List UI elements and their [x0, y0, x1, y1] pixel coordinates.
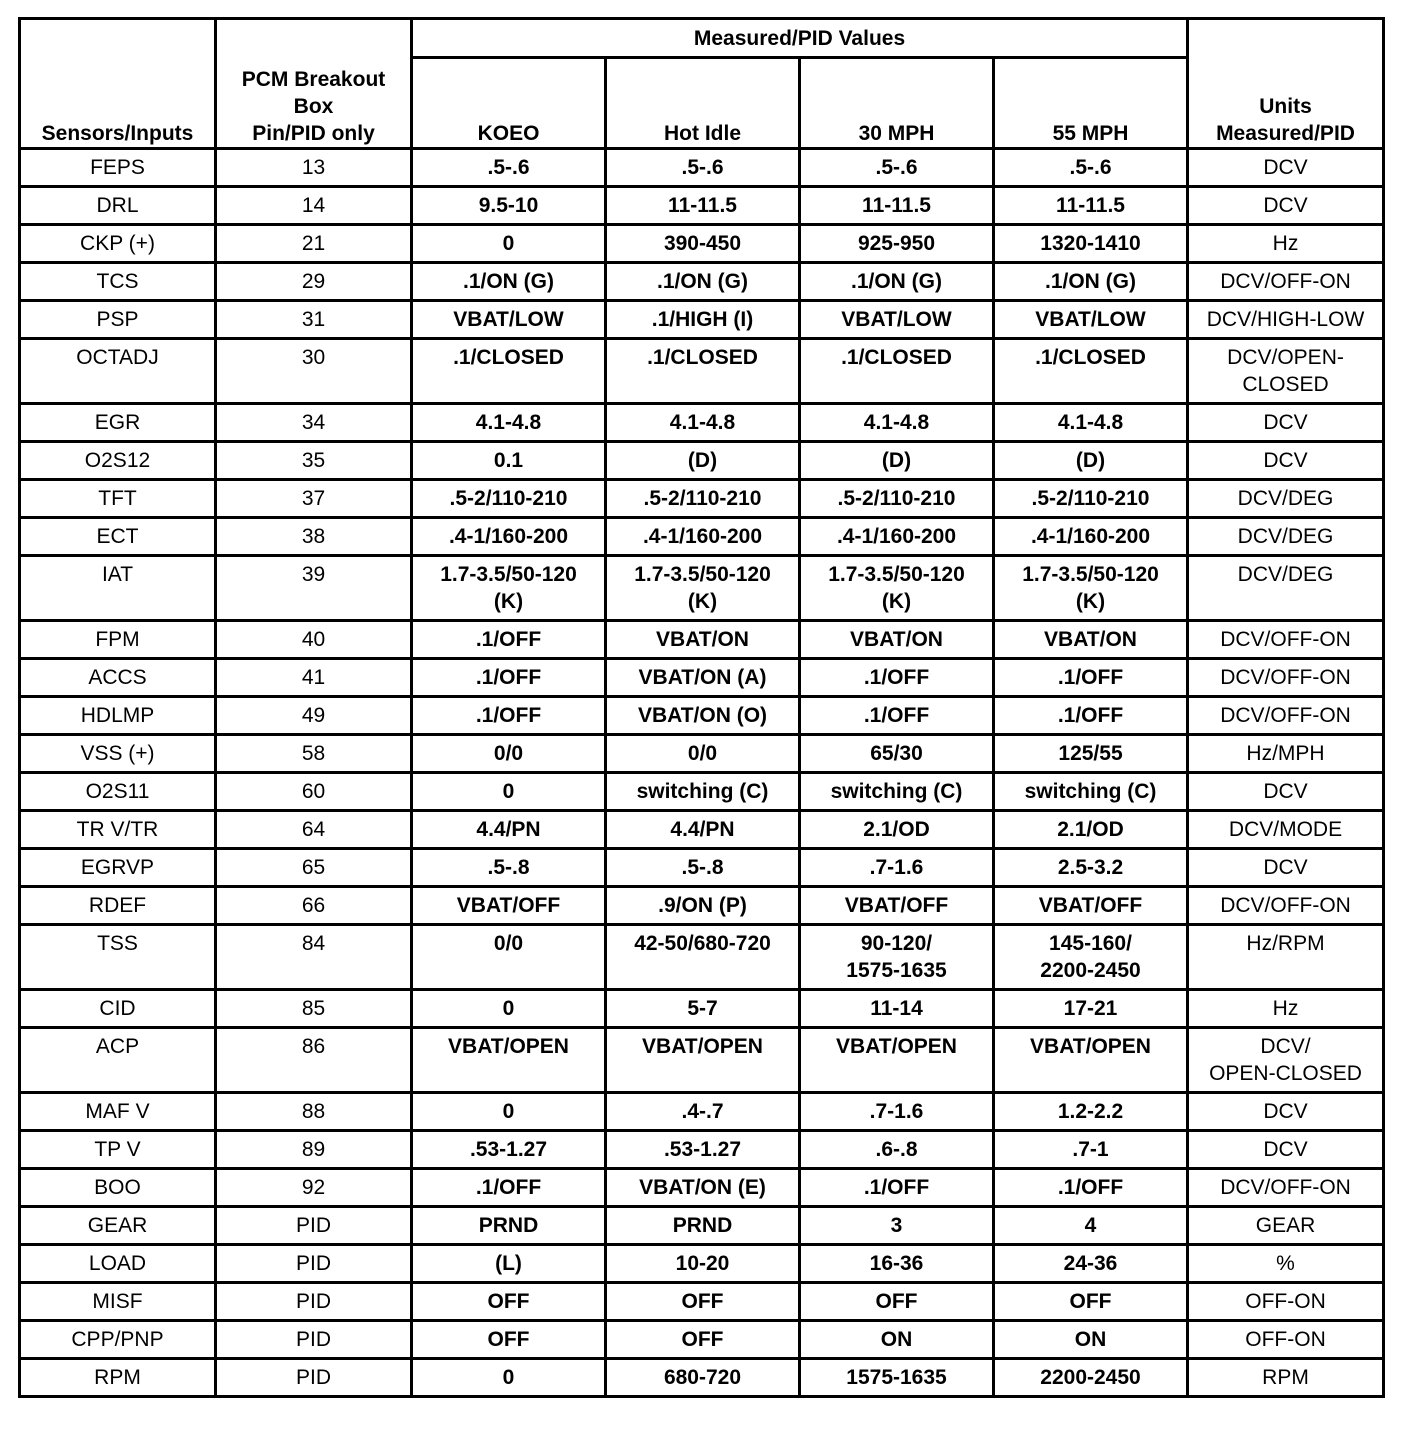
cell-units: Hz/RPM	[1188, 925, 1384, 990]
cell-sensor: ACCS	[20, 659, 216, 697]
cell-koeo: .1/OFF	[412, 697, 606, 735]
cell-55-mph: 1.2-2.2	[994, 1093, 1188, 1131]
table-row	[20, 1245, 1384, 1283]
cell-pin: PID	[216, 1245, 412, 1283]
cell-sensor: MAF V	[20, 1093, 216, 1131]
table-row	[20, 1131, 1384, 1169]
cell-pin: 13	[216, 149, 412, 187]
cell-30-mph: 1575-1635	[800, 1359, 994, 1397]
table-row	[20, 518, 1384, 556]
table-row	[20, 735, 1384, 773]
cell-hot-idle: 1.7-3.5/50-120 (K)	[606, 556, 800, 621]
cell-hot-idle: 5-7	[606, 990, 800, 1028]
cell-sensor: TR V/TR	[20, 811, 216, 849]
cell-pin: 58	[216, 735, 412, 773]
cell-sensor: OCTADJ	[20, 339, 216, 404]
cell-koeo: 0/0	[412, 925, 606, 990]
cell-30-mph: 4.1-4.8	[800, 404, 994, 442]
table-row	[20, 887, 1384, 925]
cell-hot-idle: .1/ON (G)	[606, 263, 800, 301]
cell-hot-idle: .5-.6	[606, 149, 800, 187]
cell-units: DCV/ OPEN-CLOSED	[1188, 1028, 1384, 1093]
cell-55-mph: 1320-1410	[994, 225, 1188, 263]
cell-30-mph: .1/OFF	[800, 659, 994, 697]
table-row	[20, 925, 1384, 990]
cell-koeo: 0.1	[412, 442, 606, 480]
table-row	[20, 480, 1384, 518]
cell-pin: 64	[216, 811, 412, 849]
cell-units: GEAR	[1188, 1207, 1384, 1245]
cell-pin: 89	[216, 1131, 412, 1169]
cell-pin: 88	[216, 1093, 412, 1131]
table-row	[20, 556, 1384, 621]
table-row	[20, 1283, 1384, 1321]
cell-units: DCV/DEG	[1188, 556, 1384, 621]
cell-sensor: TP V	[20, 1131, 216, 1169]
cell-30-mph: 16-36	[800, 1245, 994, 1283]
cell-hot-idle: VBAT/OPEN	[606, 1028, 800, 1093]
cell-sensor: FPM	[20, 621, 216, 659]
cell-koeo: VBAT/LOW	[412, 301, 606, 339]
table-row	[20, 149, 1384, 187]
cell-pin: 86	[216, 1028, 412, 1093]
cell-pin: 49	[216, 697, 412, 735]
cell-units: DCV	[1188, 1093, 1384, 1131]
cell-pin: 41	[216, 659, 412, 697]
cell-30-mph: 925-950	[800, 225, 994, 263]
cell-koeo: 0/0	[412, 735, 606, 773]
table-row	[20, 301, 1384, 339]
cell-sensor: O2S12	[20, 442, 216, 480]
cell-units: DCV	[1188, 149, 1384, 187]
cell-units: Hz/MPH	[1188, 735, 1384, 773]
header-units: Units Measured/PID	[1188, 19, 1384, 149]
cell-30-mph: VBAT/ON	[800, 621, 994, 659]
cell-hot-idle: .1/HIGH (I)	[606, 301, 800, 339]
cell-sensor: LOAD	[20, 1245, 216, 1283]
cell-koeo: 1.7-3.5/50-120 (K)	[412, 556, 606, 621]
table-row	[20, 1359, 1384, 1397]
cell-units: DCV	[1188, 849, 1384, 887]
cell-hot-idle: 10-20	[606, 1245, 800, 1283]
cell-koeo: .4-1/160-200	[412, 518, 606, 556]
cell-hot-idle: 4.4/PN	[606, 811, 800, 849]
cell-koeo: .1/ON (G)	[412, 263, 606, 301]
cell-hot-idle: .4-.7	[606, 1093, 800, 1131]
cell-hot-idle: 42-50/680-720	[606, 925, 800, 990]
cell-units: DCV/OFF-ON	[1188, 1169, 1384, 1207]
pcm-values-table-container	[18, 17, 1382, 1398]
cell-55-mph: 17-21	[994, 990, 1188, 1028]
cell-sensor: TSS	[20, 925, 216, 990]
cell-pin: 40	[216, 621, 412, 659]
cell-units: DCV/OPEN- CLOSED	[1188, 339, 1384, 404]
table-row	[20, 1028, 1384, 1093]
table-row	[20, 404, 1384, 442]
cell-koeo: 9.5-10	[412, 187, 606, 225]
header-row-top	[20, 19, 1384, 58]
cell-pin: 65	[216, 849, 412, 887]
cell-pin: 14	[216, 187, 412, 225]
cell-sensor: EGR	[20, 404, 216, 442]
cell-30-mph: VBAT/LOW	[800, 301, 994, 339]
cell-koeo: 4.4/PN	[412, 811, 606, 849]
header-sensors: Sensors/Inputs	[20, 19, 216, 149]
cell-units: DCV/DEG	[1188, 518, 1384, 556]
cell-units: DCV/OFF-ON	[1188, 621, 1384, 659]
cell-30-mph: (D)	[800, 442, 994, 480]
cell-pin: 38	[216, 518, 412, 556]
table-row	[20, 849, 1384, 887]
cell-55-mph: .5-2/110-210	[994, 480, 1188, 518]
table-row	[20, 990, 1384, 1028]
cell-koeo: VBAT/OFF	[412, 887, 606, 925]
cell-units: DCV	[1188, 1131, 1384, 1169]
cell-55-mph: .7-1	[994, 1131, 1188, 1169]
cell-30-mph: VBAT/OPEN	[800, 1028, 994, 1093]
cell-30-mph: 90-120/ 1575-1635	[800, 925, 994, 990]
cell-hot-idle: VBAT/ON	[606, 621, 800, 659]
cell-hot-idle: 680-720	[606, 1359, 800, 1397]
cell-koeo: 0	[412, 1359, 606, 1397]
cell-sensor: MISF	[20, 1283, 216, 1321]
cell-sensor: GEAR	[20, 1207, 216, 1245]
cell-55-mph: 145-160/ 2200-2450	[994, 925, 1188, 990]
cell-hot-idle: 11-11.5	[606, 187, 800, 225]
cell-sensor: DRL	[20, 187, 216, 225]
cell-pin: 37	[216, 480, 412, 518]
cell-30-mph: .5-.6	[800, 149, 994, 187]
table-row	[20, 1321, 1384, 1359]
cell-units: DCV/OFF-ON	[1188, 659, 1384, 697]
table-row	[20, 187, 1384, 225]
cell-55-mph: 2.1/OD	[994, 811, 1188, 849]
table-row	[20, 339, 1384, 404]
cell-30-mph: .6-.8	[800, 1131, 994, 1169]
cell-koeo: OFF	[412, 1321, 606, 1359]
header-30-mph: 30 MPH	[800, 58, 994, 149]
cell-55-mph: .1/ON (G)	[994, 263, 1188, 301]
cell-hot-idle: .5-.8	[606, 849, 800, 887]
cell-55-mph: VBAT/ON	[994, 621, 1188, 659]
cell-hot-idle: .9/ON (P)	[606, 887, 800, 925]
cell-koeo: 0	[412, 1093, 606, 1131]
cell-30-mph: switching (C)	[800, 773, 994, 811]
cell-hot-idle: VBAT/ON (A)	[606, 659, 800, 697]
cell-sensor: RDEF	[20, 887, 216, 925]
cell-30-mph: 1.7-3.5/50-120 (K)	[800, 556, 994, 621]
cell-sensor: O2S11	[20, 773, 216, 811]
table-row	[20, 659, 1384, 697]
cell-hot-idle: (D)	[606, 442, 800, 480]
cell-55-mph: switching (C)	[994, 773, 1188, 811]
cell-pin: 34	[216, 404, 412, 442]
cell-30-mph: .1/CLOSED	[800, 339, 994, 404]
cell-sensor: FEPS	[20, 149, 216, 187]
cell-pin: 85	[216, 990, 412, 1028]
cell-pin: PID	[216, 1283, 412, 1321]
cell-sensor: PSP	[20, 301, 216, 339]
header-hot-idle: Hot Idle	[606, 58, 800, 149]
table-row	[20, 1093, 1384, 1131]
cell-pin: 66	[216, 887, 412, 925]
cell-30-mph: 3	[800, 1207, 994, 1245]
cell-55-mph: ON	[994, 1321, 1188, 1359]
cell-hot-idle: OFF	[606, 1321, 800, 1359]
cell-55-mph: VBAT/LOW	[994, 301, 1188, 339]
cell-pin: PID	[216, 1207, 412, 1245]
cell-koeo: PRND	[412, 1207, 606, 1245]
cell-55-mph: .1/OFF	[994, 697, 1188, 735]
cell-55-mph: VBAT/OFF	[994, 887, 1188, 925]
cell-55-mph: 4	[994, 1207, 1188, 1245]
cell-55-mph: (D)	[994, 442, 1188, 480]
cell-units: OFF-ON	[1188, 1283, 1384, 1321]
cell-30-mph: 11-14	[800, 990, 994, 1028]
cell-hot-idle: switching (C)	[606, 773, 800, 811]
cell-units: DCV/DEG	[1188, 480, 1384, 518]
table-row	[20, 773, 1384, 811]
cell-koeo: .53-1.27	[412, 1131, 606, 1169]
cell-sensor: EGRVP	[20, 849, 216, 887]
cell-koeo: VBAT/OPEN	[412, 1028, 606, 1093]
cell-hot-idle: VBAT/ON (E)	[606, 1169, 800, 1207]
cell-units: RPM	[1188, 1359, 1384, 1397]
cell-units: DCV	[1188, 773, 1384, 811]
cell-55-mph: 24-36	[994, 1245, 1188, 1283]
cell-hot-idle: 390-450	[606, 225, 800, 263]
cell-55-mph: 11-11.5	[994, 187, 1188, 225]
cell-55-mph: .1/OFF	[994, 1169, 1188, 1207]
cell-units: DCV/OFF-ON	[1188, 697, 1384, 735]
cell-pin: 31	[216, 301, 412, 339]
cell-55-mph: 1.7-3.5/50-120 (K)	[994, 556, 1188, 621]
table-row	[20, 1169, 1384, 1207]
cell-koeo: .5-2/110-210	[412, 480, 606, 518]
cell-koeo: .1/OFF	[412, 659, 606, 697]
cell-sensor: TCS	[20, 263, 216, 301]
cell-pin: 35	[216, 442, 412, 480]
cell-55-mph: 2.5-3.2	[994, 849, 1188, 887]
cell-30-mph: .7-1.6	[800, 1093, 994, 1131]
cell-pin: 60	[216, 773, 412, 811]
cell-koeo: (L)	[412, 1245, 606, 1283]
pcm-values-table	[18, 17, 1385, 1398]
table-row	[20, 442, 1384, 480]
cell-units: DCV/MODE	[1188, 811, 1384, 849]
cell-30-mph: 2.1/OD	[800, 811, 994, 849]
cell-sensor: CPP/PNP	[20, 1321, 216, 1359]
cell-55-mph: 4.1-4.8	[994, 404, 1188, 442]
cell-30-mph: .1/ON (G)	[800, 263, 994, 301]
cell-pin: PID	[216, 1321, 412, 1359]
cell-hot-idle: .4-1/160-200	[606, 518, 800, 556]
cell-sensor: ACP	[20, 1028, 216, 1093]
cell-units: OFF-ON	[1188, 1321, 1384, 1359]
table-row	[20, 621, 1384, 659]
cell-30-mph: 65/30	[800, 735, 994, 773]
cell-pin: 29	[216, 263, 412, 301]
table-row	[20, 225, 1384, 263]
table-row	[20, 263, 1384, 301]
cell-hot-idle: .5-2/110-210	[606, 480, 800, 518]
cell-units: %	[1188, 1245, 1384, 1283]
cell-sensor: CKP (+)	[20, 225, 216, 263]
cell-koeo: 4.1-4.8	[412, 404, 606, 442]
cell-30-mph: 11-11.5	[800, 187, 994, 225]
cell-sensor: RPM	[20, 1359, 216, 1397]
cell-units: DCV/OFF-ON	[1188, 887, 1384, 925]
cell-30-mph: .1/OFF	[800, 1169, 994, 1207]
cell-koeo: .5-.6	[412, 149, 606, 187]
table-row	[20, 697, 1384, 735]
cell-pin: 30	[216, 339, 412, 404]
cell-30-mph: .7-1.6	[800, 849, 994, 887]
cell-pin: 39	[216, 556, 412, 621]
cell-pin: 92	[216, 1169, 412, 1207]
cell-koeo: OFF	[412, 1283, 606, 1321]
cell-55-mph: .1/CLOSED	[994, 339, 1188, 404]
cell-koeo: .1/OFF	[412, 621, 606, 659]
cell-30-mph: ON	[800, 1321, 994, 1359]
cell-units: DCV/OFF-ON	[1188, 263, 1384, 301]
cell-sensor: BOO	[20, 1169, 216, 1207]
cell-55-mph: .4-1/160-200	[994, 518, 1188, 556]
cell-55-mph: .1/OFF	[994, 659, 1188, 697]
cell-55-mph: VBAT/OPEN	[994, 1028, 1188, 1093]
table-header	[20, 19, 1384, 149]
cell-units: DCV/HIGH-LOW	[1188, 301, 1384, 339]
cell-hot-idle: PRND	[606, 1207, 800, 1245]
cell-pin: 84	[216, 925, 412, 990]
cell-55-mph: 125/55	[994, 735, 1188, 773]
cell-pin: PID	[216, 1359, 412, 1397]
cell-units: DCV	[1188, 442, 1384, 480]
cell-30-mph: OFF	[800, 1283, 994, 1321]
cell-30-mph: VBAT/OFF	[800, 887, 994, 925]
cell-sensor: TFT	[20, 480, 216, 518]
cell-units: DCV	[1188, 187, 1384, 225]
cell-55-mph: 2200-2450	[994, 1359, 1188, 1397]
cell-units: Hz	[1188, 990, 1384, 1028]
table-row	[20, 811, 1384, 849]
header-measured-values: Measured/PID Values	[412, 19, 1188, 58]
cell-hot-idle: .1/CLOSED	[606, 339, 800, 404]
cell-pin: 21	[216, 225, 412, 263]
cell-koeo: .1/OFF	[412, 1169, 606, 1207]
table-body	[20, 149, 1384, 1397]
cell-hot-idle: 4.1-4.8	[606, 404, 800, 442]
cell-sensor: ECT	[20, 518, 216, 556]
cell-30-mph: .5-2/110-210	[800, 480, 994, 518]
cell-koeo: .1/CLOSED	[412, 339, 606, 404]
cell-koeo: 0	[412, 225, 606, 263]
cell-hot-idle: OFF	[606, 1283, 800, 1321]
cell-55-mph: .5-.6	[994, 149, 1188, 187]
cell-koeo: 0	[412, 990, 606, 1028]
cell-sensor: HDLMP	[20, 697, 216, 735]
header-koeo: KOEO	[412, 58, 606, 149]
cell-hot-idle: 0/0	[606, 735, 800, 773]
cell-units: Hz	[1188, 225, 1384, 263]
cell-koeo: 0	[412, 773, 606, 811]
cell-hot-idle: .53-1.27	[606, 1131, 800, 1169]
cell-sensor: IAT	[20, 556, 216, 621]
cell-30-mph: .4-1/160-200	[800, 518, 994, 556]
cell-units: DCV	[1188, 404, 1384, 442]
cell-koeo: .5-.8	[412, 849, 606, 887]
cell-sensor: CID	[20, 990, 216, 1028]
header-pin: PCM Breakout Box Pin/PID only	[216, 19, 412, 149]
table-row	[20, 1207, 1384, 1245]
header-55-mph: 55 MPH	[994, 58, 1188, 149]
cell-hot-idle: VBAT/ON (O)	[606, 697, 800, 735]
cell-30-mph: .1/OFF	[800, 697, 994, 735]
cell-sensor: VSS (+)	[20, 735, 216, 773]
cell-55-mph: OFF	[994, 1283, 1188, 1321]
